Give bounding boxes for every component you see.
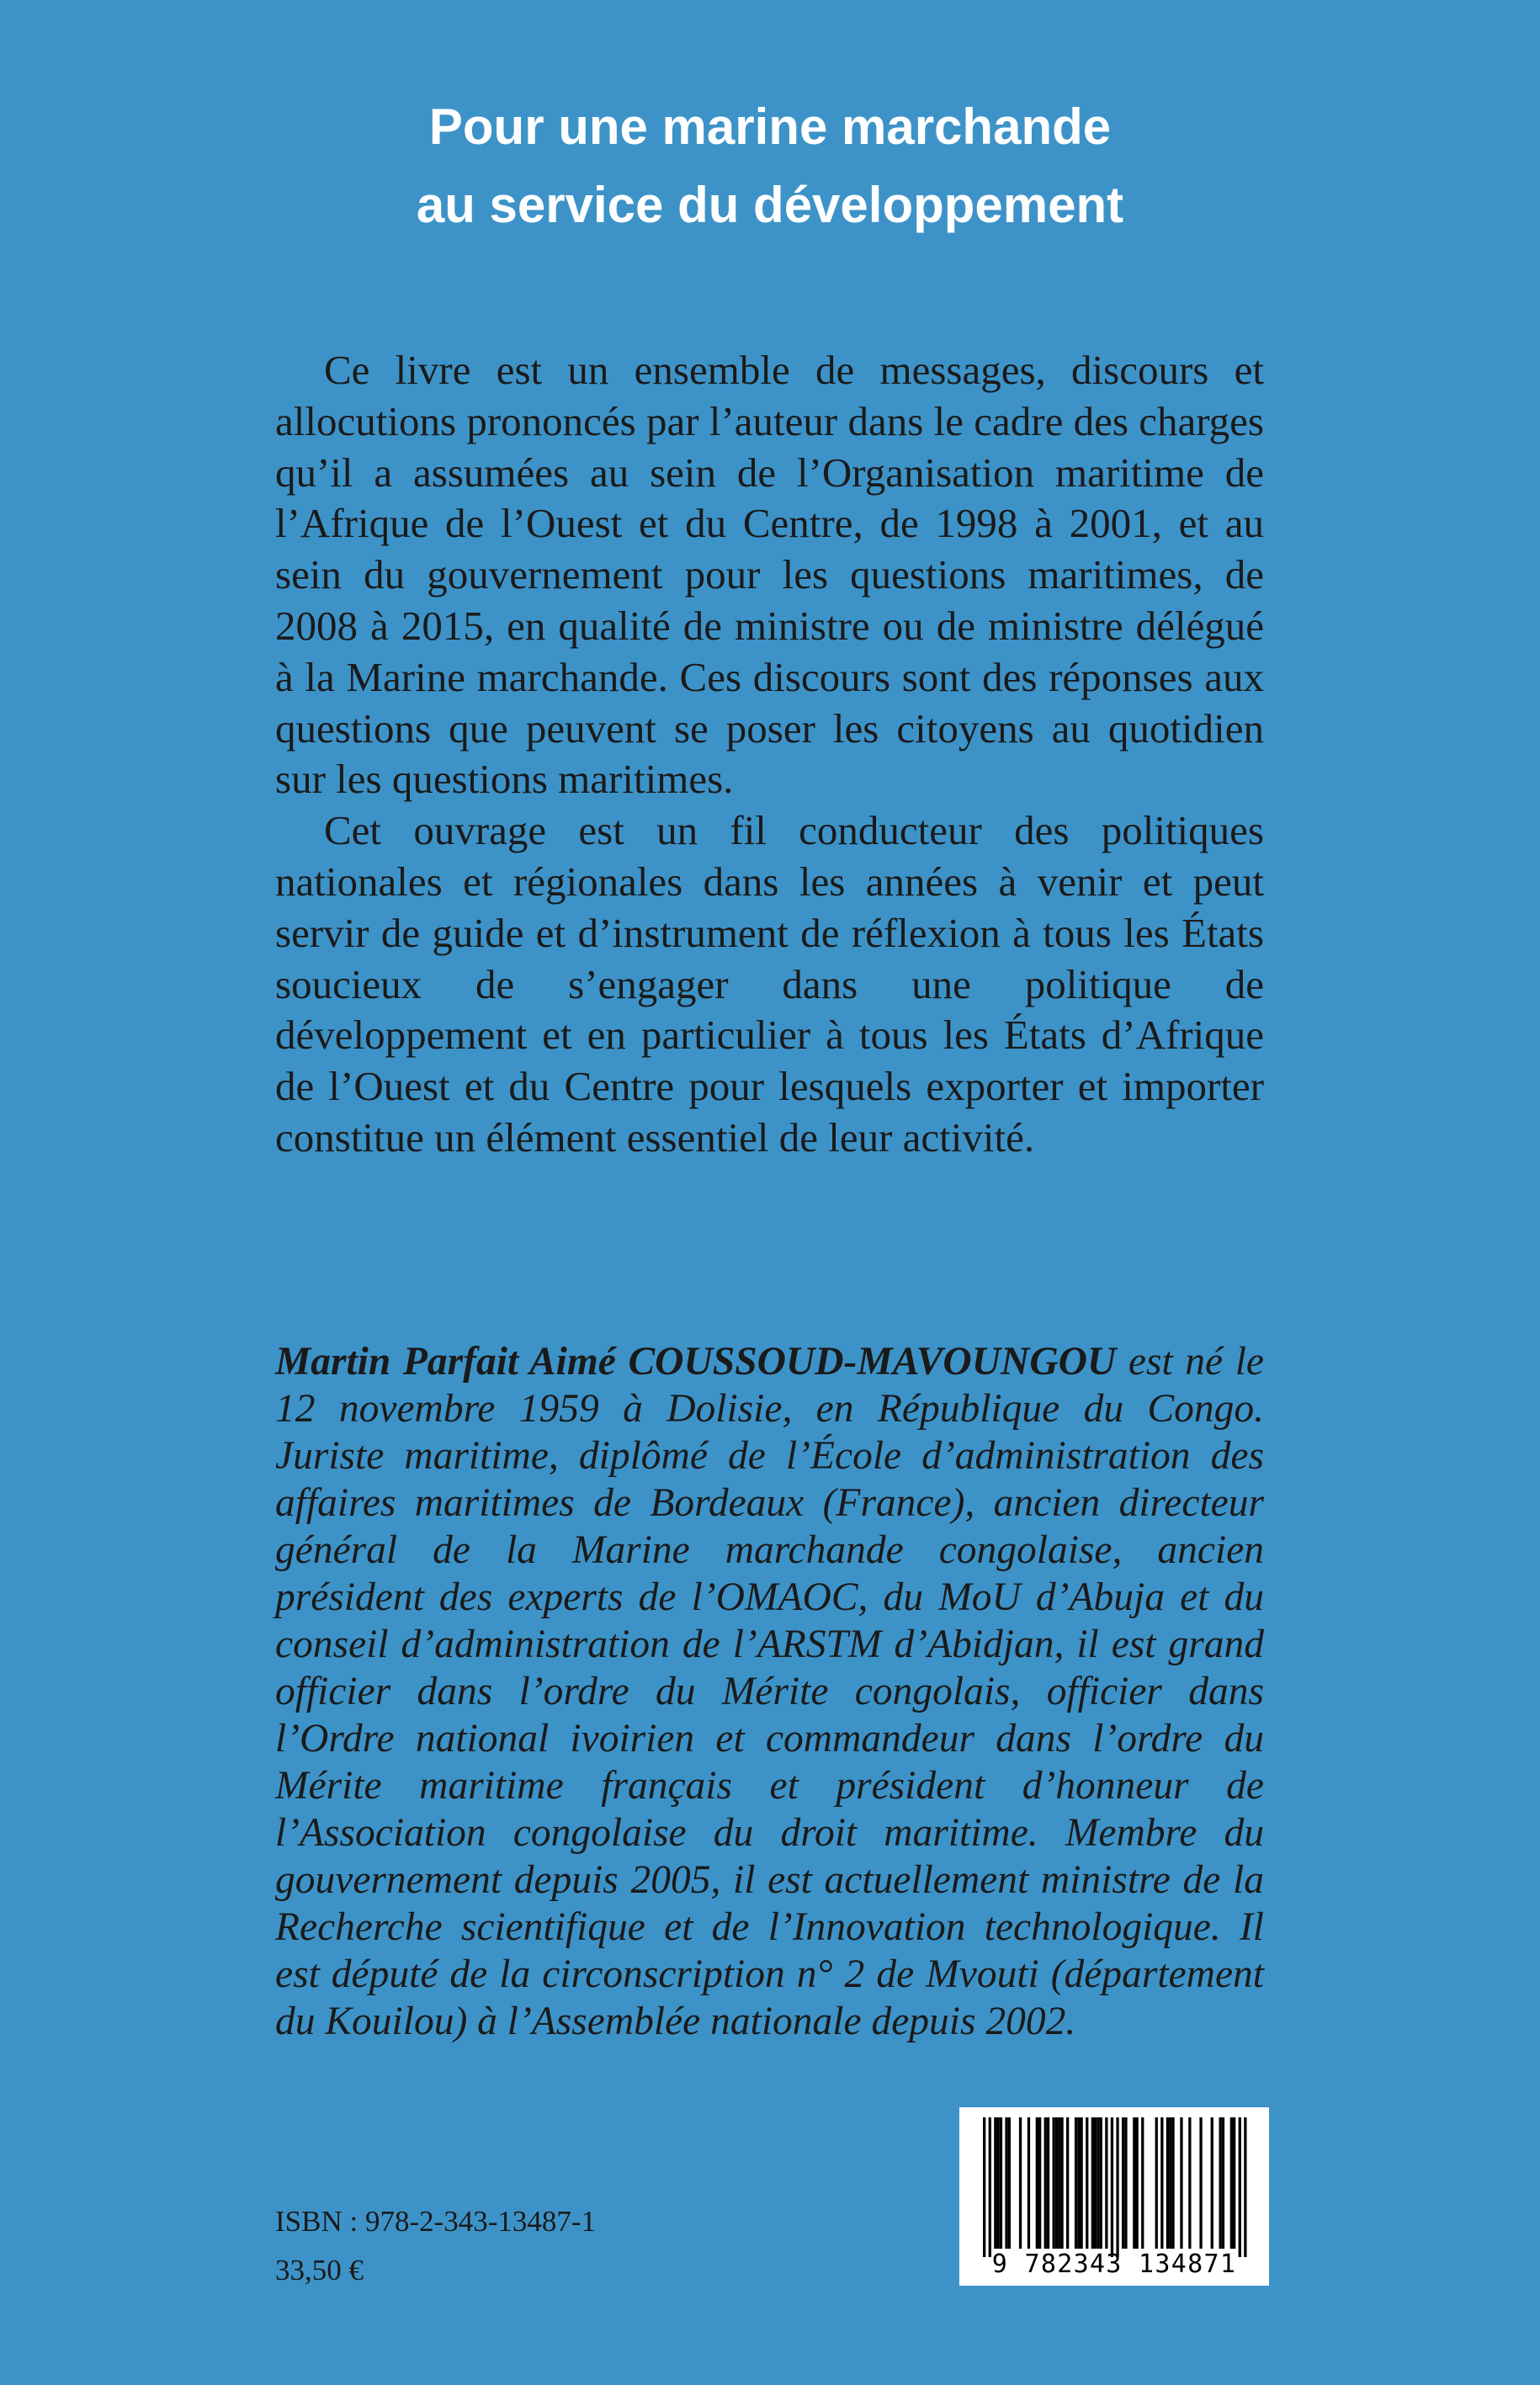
barcode-bar: [1105, 2117, 1107, 2249]
barcode-bar: [1028, 2117, 1030, 2249]
barcode-bar: [983, 2117, 985, 2257]
summary-paragraph-2: Cet ouvrage est un fil conducteur des politiques nationales et régionales dans les années à venir et peut servir de guide et d’instrument de réflexion à tous les États soucieux de s’engager dans une politique de développement et en particulier à tous les États d’Afrique de l’Ouest et du Centre pour lesquels exporter et importer constitue un élément essentiel de leur activité.: [275, 807, 1264, 1161]
barcode: [959, 2107, 1269, 2286]
barcode-bar: [1124, 2117, 1127, 2249]
barcode-bar: [1019, 2117, 1022, 2249]
barcode-bar: [1233, 2117, 1235, 2249]
barcode-bar: [1133, 2117, 1135, 2249]
barcode-bar: [1188, 2117, 1191, 2249]
author-biography: [275, 1338, 1264, 2045]
barcode-bar: [1199, 2117, 1202, 2249]
isbn-label: ISBN : 978-2-343-13487-1: [275, 2205, 597, 2238]
barcode-bar: [1180, 2117, 1182, 2249]
price-label: 33,50 €: [275, 2254, 364, 2287]
barcode-bar: [1094, 2117, 1097, 2249]
barcode-bar: [1171, 2117, 1174, 2249]
barcode-bar: [1055, 2117, 1058, 2249]
summary-paragraph-1: Ce livre est un ensemble de messages, discours et allocutions prononcés par l’auteur dans le cadre des charges qu’il a assumées au sein de l’Organisation maritime de l’Afrique de l’Ouest et du Centre, de 1998 à 2001, et au sein du gouvernement pour les questions maritimes, de 2008 à 2015, en qualité de ministre ou de ministre délégué à la Marine marchande. Ces discours sont des réponses aux questions que peuvent se poser les citoyens au quotidien sur les questions maritimes.: [275, 347, 1264, 803]
book-title: [0, 88, 1540, 244]
barcode-bar: [1077, 2117, 1080, 2249]
barcode-bar: [1091, 2117, 1094, 2249]
barcode-bar: [1081, 2117, 1083, 2249]
barcode-bar: [1230, 2117, 1233, 2249]
author-name: Martin Parfait Aimé COUSSOUD-MAVOUNGOU: [275, 1340, 1117, 1384]
barcode-bar: [997, 2117, 1000, 2249]
barcode-bar: [1000, 2117, 1002, 2249]
book-title-line-1: Pour une marine marchande: [428, 98, 1112, 155]
barcode-bar: [1122, 2117, 1124, 2249]
barcode-bar: [1211, 2117, 1213, 2249]
barcode-bar: [1219, 2117, 1222, 2249]
barcode-bar: [1136, 2117, 1139, 2249]
barcode-bar: [1097, 2117, 1099, 2249]
barcode-bar: [1239, 2117, 1241, 2257]
barcode-bar: [1222, 2117, 1224, 2249]
book-title-line-2: au service du développement: [416, 177, 1124, 233]
barcode-bar: [1047, 2117, 1049, 2249]
barcode-bar: [1160, 2117, 1163, 2249]
barcode-bar: [1038, 2117, 1041, 2249]
barcode-bar: [1058, 2117, 1060, 2249]
barcode-bar: [1166, 2117, 1169, 2249]
barcode-bar: [1075, 2117, 1077, 2249]
barcode-bar: [1053, 2117, 1055, 2249]
barcode-bar: [1169, 2117, 1171, 2249]
barcode-bar: [1036, 2117, 1038, 2249]
author-bio-text: est né le 12 novembre 1959 à Dolisie, en République du Congo. Juriste maritime, diplômé de l’École d’administration des affaires maritimes de Bordeaux (France), ancien directeur général de la Marine marchande congolaise, ancien président des experts de l’OMAOC, du MoU d’Abuja et du conseil d’administration de l’ARSTM d’Abidjan, il est grand officier dans l’ordre du Mérite congolais, officier dans l’Ordre national ivoirien et commandeur dans l’ordre du Mérite maritime français et président d’honneur de l’Association congolaise du droit maritime. Membre du gouvernement depuis 2005, il est actuellement ministre de la Recherche scientifique et de l’Innovation technologique. Il est député de la circonscription n° 2 de Mvouti (département du Kouilou) à l’Assemblée nationale depuis 2002.: [275, 1340, 1264, 2043]
barcode-bar: [1244, 2117, 1246, 2257]
book-summary: [275, 345, 1264, 1164]
barcode-bar: [1116, 2117, 1118, 2257]
barcode-bar: [1141, 2117, 1144, 2249]
barcode-bar: [1005, 2117, 1007, 2249]
barcode-bar: [994, 2117, 996, 2249]
barcode-bar: [1044, 2117, 1047, 2249]
barcode-digits: 9 782343 134871: [991, 2250, 1237, 2279]
barcode-bar: [1008, 2117, 1011, 2249]
barcode-bar: [1100, 2117, 1102, 2249]
barcode-bar: [989, 2117, 991, 2257]
barcode-bar: [1066, 2117, 1069, 2249]
barcode-bar: [1060, 2117, 1063, 2249]
barcode-bar: [1155, 2117, 1158, 2249]
barcode-bar: [1111, 2117, 1113, 2257]
barcode-bar: [1086, 2117, 1088, 2249]
